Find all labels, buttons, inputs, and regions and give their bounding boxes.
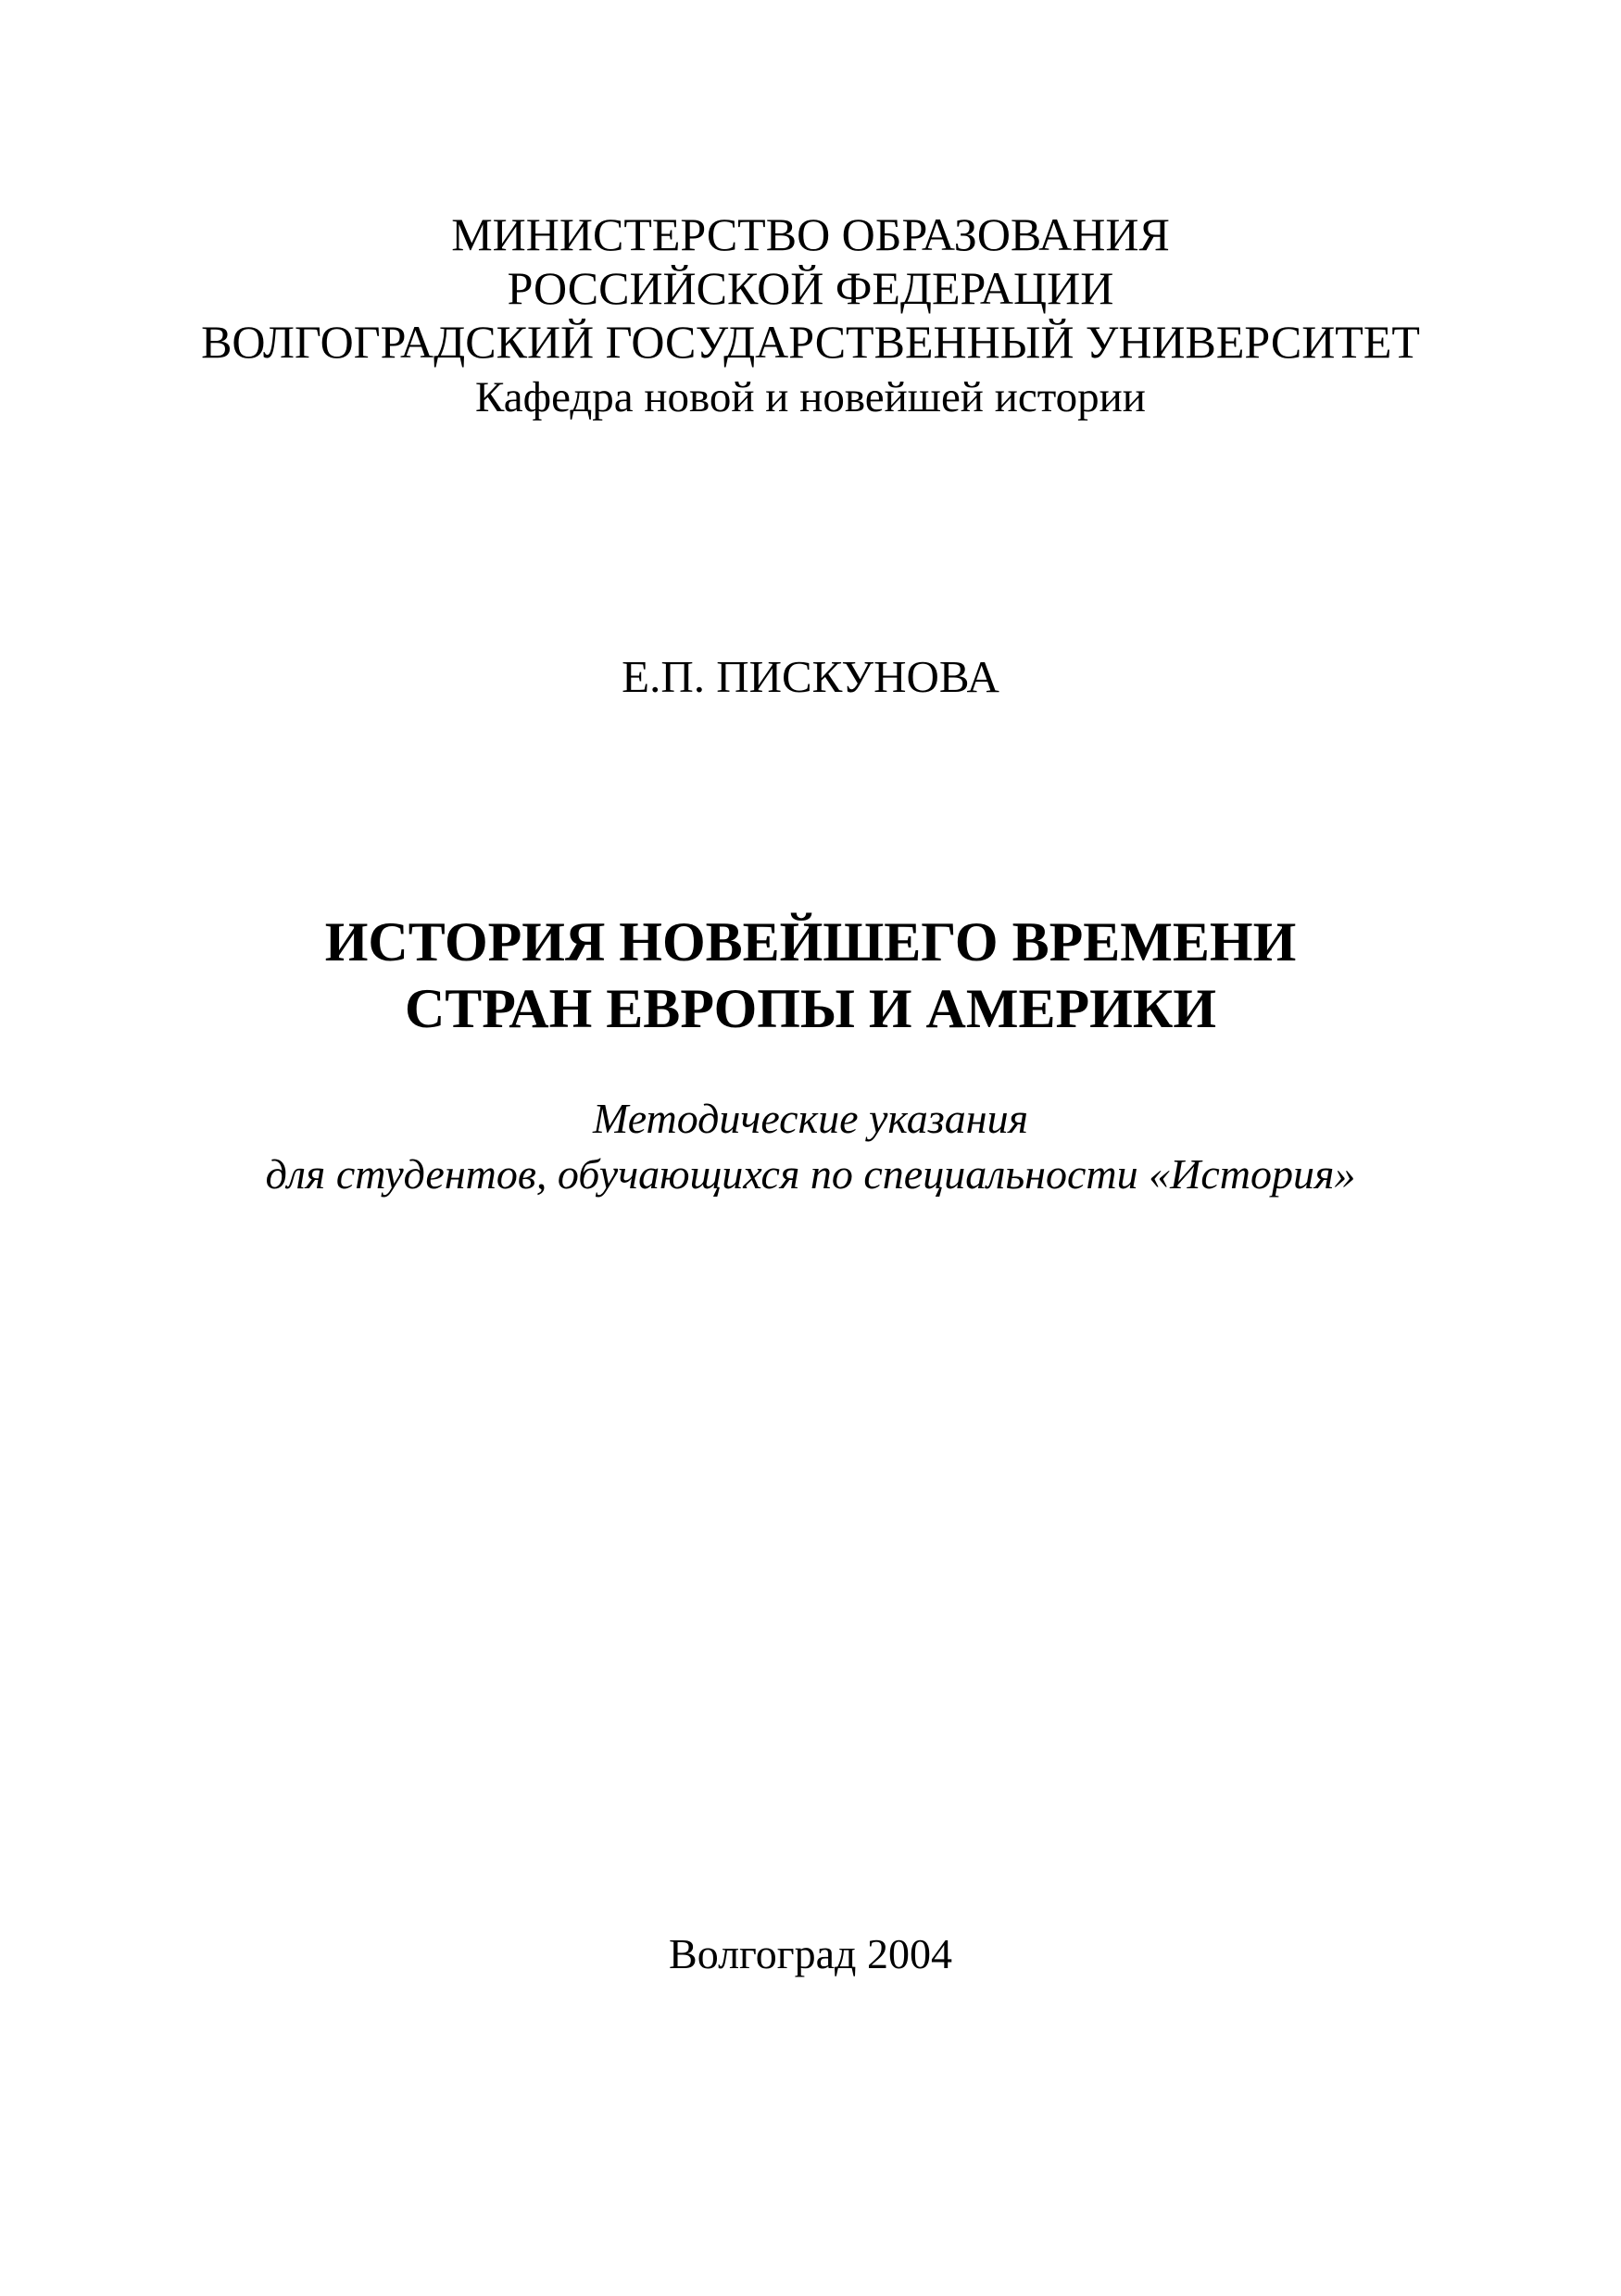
department-name: Кафедра новой и новейшей истории	[475, 373, 1146, 421]
ministry-line-2: РОССИЙСКОЙ ФЕДЕРАЦИИ	[507, 262, 1114, 314]
title-line-1: ИСТОРИЯ НОВЕЙШЕГО ВРЕМЕНИ	[324, 911, 1297, 972]
place-and-year: Волгоград 2004	[669, 1930, 952, 1977]
subtitle-line-2: для студентов, обучающихся по специальности «История»	[265, 1150, 1356, 1198]
university-name: ВОЛГОГРАДСКИЙ ГОСУДАРСТВЕННЫЙ УНИВЕРСИТЕТ	[201, 316, 1420, 368]
title-line-2: СТРАН ЕВРОПЫ И АМЕРИКИ	[404, 978, 1217, 1039]
ministry-line-1: МИНИСТЕРСТВО ОБРАЗОВАНИЯ	[451, 208, 1170, 260]
author-name: Е.П. ПИСКУНОВА	[622, 651, 999, 702]
subtitle-line-1: Методические указания	[593, 1095, 1028, 1142]
